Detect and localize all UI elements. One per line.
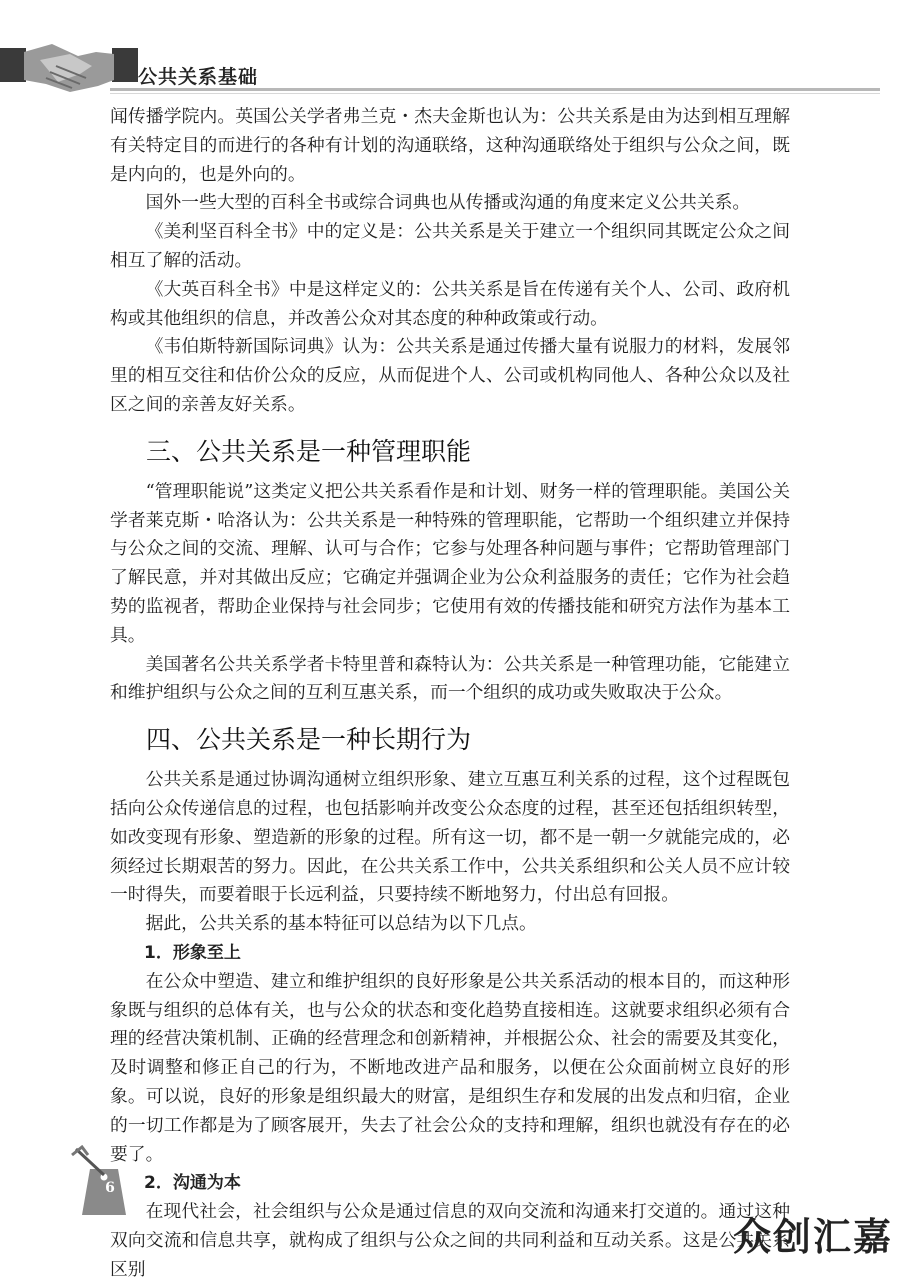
paragraph: 《大英百科全书》中是这样定义的：公共关系是旨在传递有关个人、公司、政府机构或其他组织的信息，并改善公众对其态度的种种政策或行动。 [110, 278, 790, 329]
header-rule-thin [110, 93, 880, 94]
page-number: 6 [105, 1180, 115, 1196]
paragraph: 美国著名公共关系学者卡特里普和森特认为：公共关系是一种管理功能，它能建立和维护组织与公众之间的互利互惠关系，而一个组织的成功或失败取决于公众。 [110, 653, 790, 704]
paragraph: 据此，公共关系的基本特征可以总结为以下几点。 [145, 913, 537, 935]
paragraph: 《美利坚百科全书》中的定义是：公共关系是关于建立一个组织同其既定公众之间相互了解的活动。 [110, 221, 790, 271]
subsection-heading: 2．沟通为本 [144, 1173, 241, 1194]
watermark-logo: 众创汇嘉 [732, 1215, 893, 1259]
paragraph: 《韦伯斯特新国际词典》认为：公共关系是通过传播大量有说服力的材料，发展邻里的相互交往和估价公众的反应，从而促进个人、公司或机构同他人、各种公众以及社区之间的亲善友好关系。 [110, 336, 790, 415]
book-title: 公共关系基础 [138, 66, 259, 88]
paragraph: 闻传播学院内。英国公关学者弗兰克・杰夫金斯也认为：公共关系是由为达到相互理解有关特定目的而进行的各种有计划的沟通联络，这种沟通联络处于组织与公众之间，既是内向的，也是外向的。 [110, 106, 790, 185]
page-body [110, 103, 790, 1284]
paragraph: 公共关系是通过协调沟通树立组织形象、建立互惠互利关系的过程，这个过程既包括向公众传递信息的过程，也包括影响并改变公众态度的过程，甚至还包括组织转型，如改变现有形象、塑造新的形象的过程。所有这一切，都不是一朝一夕就能完成的，必须经过长期艰苦的努力。因此，在公共关系工作中，公共关系组织和公关人员不应计较一时得失，而要着眼于长远利益，只要持续不断地努力，付出总有回报。 [110, 769, 790, 906]
subsection-heading: 1．形象至上 [144, 942, 241, 963]
section-heading: 三、公共关系是一种管理职能 [146, 436, 472, 466]
paragraph: 国外一些大型的百科全书或综合词典也从传播或沟通的角度来定义公共关系。 [145, 192, 751, 214]
section-heading: 四、公共关系是一种长期行为 [146, 725, 472, 755]
paragraph: 在公众中塑造、建立和维护组织的良好形象是公共关系活动的根本目的，而这种形象既与组织的总体有关，也与公众的状态和变化趋势直接相连。这就要求组织必须有合理的经营决策机制、正确的经营理念和创新精神，并根据公众、社会的需要及其变化，及时调整和修正自己的行为，不断地改进产品和服务，以便在公众面前树立良好的形象。可以说，良好的形象是组织最大的财富，是组织生存和发展的出发点和归宿，企业的一切工作都是为了顾客展开，失去了社会公众的支持和理解，组织也就没有存在的必要了。 [110, 970, 790, 1165]
page-header [0, 0, 899, 105]
paragraph: “管理职能说”这类定义把公共关系看作是和计划、财务一样的管理职能。美国公关学者莱克斯・哈洛认为：公共关系是一种特殊的管理职能，它帮助一个组织建立并保持与公众之间的交流、理解、认可与合作；它参与处理各种问题与事件；它帮助管理部门了解民意，并对其做出反应；它确定并强调企业为公众利益服务的责任；它作为社会趋势的监视者，帮助企业保持与社会同步；它使用有效的传播技能和研究方法作为基本工具。 [110, 480, 790, 646]
paragraph: 在现代社会，社会组织与公众是通过信息的双向交流和沟通来打交道的。通过这种双向交流和信息共享，就构成了组织与公众之间的共同利益和互动关系。这是公共关系区别 [110, 1201, 790, 1280]
